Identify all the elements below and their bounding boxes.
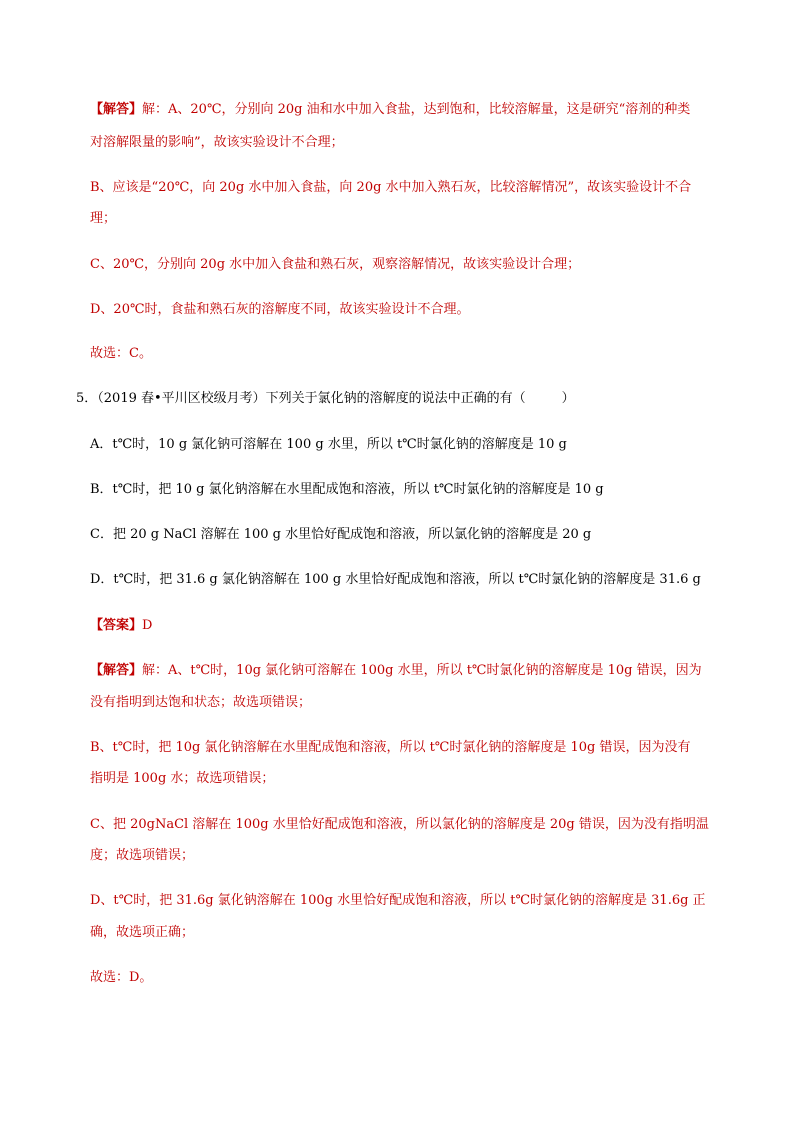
q4-explanation-b-line-1: B、应该是“20℃，向 20g 水中加入食盐，向 20g 水中加入熟石灰，比较溶解情况”，故该实验设计不合 <box>90 180 692 195</box>
q5-answer <box>90 616 152 636</box>
q5-explanation-a-line-1 <box>90 661 702 681</box>
q4-explanation-line-2: 对溶解限量的影响”，故该实验设计不合理； <box>90 135 344 150</box>
q5-option-a: A．t℃时，10 g 氯化钠可溶解在 100 g 水里，所以 t℃时氯化钠的溶解度是 10 g <box>90 437 567 452</box>
q5-explanation-d-line-2: 确，故选项正确； <box>90 925 195 940</box>
q5-explanation-a-text-1: 解：A、t℃时，10g 氯化钠可溶解在 100g 水里，所以 t℃时氯化钠的溶解度是 10g 错误，因为 <box>142 663 702 678</box>
q4-explanation-final: 故选：C。 <box>90 346 152 361</box>
q5-explanation-c-line-1: C、把 20gNaCl 溶解在 100g 水里恰好配成饱和溶液，所以氯化钠的溶解度是 20g 错误，因为没有指明温 <box>90 817 709 832</box>
q4-explanation-text-1: 解：A、20℃，分别向 20g 油和水中加入食盐，达到饱和，比较溶解量，这是研究“溶剂的种类 <box>142 102 691 117</box>
q5-stem-text: 下列关于氯化钠的溶解度的说法中正确的有（ <box>265 391 526 406</box>
q5-explanation-d-line-1: D、t℃时，把 31.6g 氯化钠溶解在 100g 水里恰好配成饱和溶液，所以 t℃时氯化钠的溶解度是 31.6g 正 <box>90 893 706 908</box>
q5-explanation-a-line-2: 没有指明到达饱和状态；故选项错误； <box>90 695 312 710</box>
q5-explanation-final: 故选：D。 <box>90 970 153 985</box>
q5-stem-close: ） <box>561 391 575 406</box>
q4-explanation-b-line-2: 理； <box>90 211 117 226</box>
q5-explanation-b-line-2: 指明是 100g 水；故选项错误； <box>90 771 275 786</box>
q5-stem <box>76 389 575 409</box>
q4-explanation-tag: 【解答】 <box>90 102 143 117</box>
q5-answer-value: D <box>142 618 153 633</box>
q5-option-d: D．t℃时，把 31.6 g 氯化钠溶解在 100 g 水里恰好配成饱和溶液，所以 t℃时氯化钠的溶解度是 31.6 g <box>90 572 701 587</box>
q5-option-c: C．把 20 g NaCl 溶解在 100 g 水里恰好配成饱和溶液，所以氯化钠的溶解度是 20 g <box>90 527 592 542</box>
q5-explanation-c-line-2: 度；故选项错误； <box>90 848 195 863</box>
q5-explanation-b-line-1: B、t℃时，把 10g 氯化钠溶解在水里配成饱和溶液，所以 t℃时氯化钠的溶解度是 10g 错误，因为没有 <box>90 740 691 755</box>
q5-explanation-tag: 【解答】 <box>90 663 143 678</box>
q5-answer-tag: 【答案】 <box>90 618 143 633</box>
q4-explanation-c-line: C、20℃，分别向 20g 水中加入食盐和熟石灰，观察溶解情况，故该实验设计合理； <box>90 257 581 272</box>
q5-option-b: B．t℃时，把 10 g 氯化钠溶解在水里配成饱和溶液，所以 t℃时氯化钠的溶解度是 10 g <box>90 482 604 497</box>
q4-explanation-line-1 <box>90 100 690 120</box>
q4-explanation-d-line: D、20℃时，食盐和熟石灰的溶解度不同，故该实验设计不合理。 <box>90 302 470 317</box>
q5-stem-prefix: 5．（2019 春•平川区校级月考） <box>76 391 266 406</box>
